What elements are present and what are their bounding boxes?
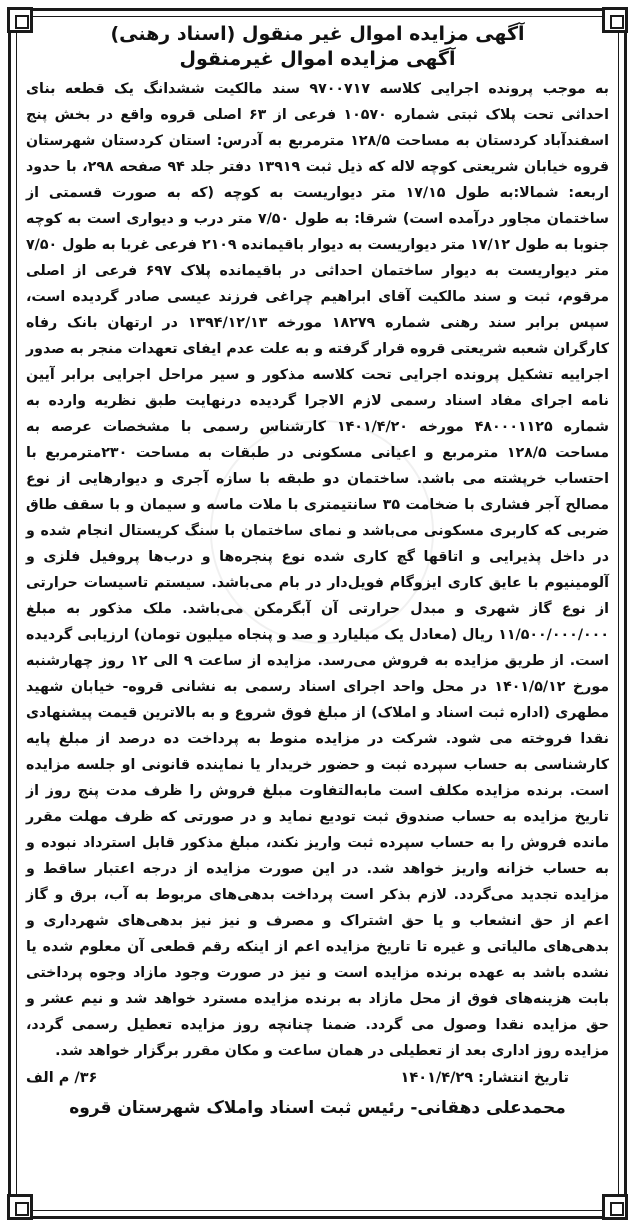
notice-footer xyxy=(26,1066,609,1090)
notice-content xyxy=(26,22,609,1213)
notice-title: آگهی مزایده اموال غیر منقول (اسناد رهنی) xyxy=(110,23,525,45)
publish-date: تاریخ انتشار: ۱۴۰۱/۴/۲۹ xyxy=(400,1070,569,1086)
notice-code: ۳۶/ م الف xyxy=(26,1070,98,1086)
notice-subtitle: آگهی مزایده اموال غیرمنقول xyxy=(179,48,456,70)
notice-body: به موجب پرونده اجرایی کلاسه ۹۷۰۰۷۱۷ سند مالکیت ششدانگ یک قطعه بنای احداثی تحت پلاک ثبتی شماره ۱۰۵۷۰ فرعی از ۶۳ اصلی قروه واقع در بخش پنج اسفندآباد کردستان به مساحت ۱۲۸/۵ مترمربع به آدرس: استان کردستان شهرستان قروه خیابان شریعتی کوچه لاله که ذیل ثبت ۱۳۹۱۹ دفتر جلد ۹۴ صفحه ۲۹۸، با حدود اربعه: شمالا:به طول ۱۷/۱۵ متر دیواریست به کوچه (که به صورت قسمتی از ساختمان مجاور درآمده است) شرقا: به طول ۷/۵۰ متر درب و دیواری است به کوچه جنوبا به طول ۱۷/۱۲ متر دیواریست به دیوار باقیمانده ۲۱۰۹ فرعی غربا به طول ۷/۵۰ متر دیواریست به دیوار ساختمان احداثی در باقیمانده پلاک ۶۹۷ فرعی از اصلی مرقوم، ثبت و سند مالکیت آقای ابراهیم چراغی فرزند عیسی صادر گردیده است، سپس برابر سند رهنی شماره ۱۸۲۷۹ مورخه ۱۳۹۴/۱۲/۱۳ در ارتهان بانک رفاه کارگران شعبه شریعتی قروه قرار گرفته و به علت عدم ایفای تعهدات منجر به صدور اجراییه تشکیل پرونده اجرایی تحت کلاسه مذکور و سیر مراحل اجرایی برابر آیین نامه اجرای مفاد اسناد رسمی لازم الاجرا گردیده درنهایت طبق نظریه وارده به شماره ۴۸۰۰۰۱۱۲۵ مورخه ۱۴۰۱/۴/۲۰ کارشناس رسمی با مشخصات عرصه به مساحت ۱۲۸/۵ مترمربع و اعیانی مسکونی در طبقات به مساحت ۲۳۰مترمربع با احتساب خرپشته می باشد. ساختمان دو طبقه با سازه آجری و دیوارهایی از نوع مصالح آجر فشاری با ضخامت ۳۵ سانتیمتری با ملات ماسه و سیمان و با سقف طاق ضربی که کاربری مسکونی می‌باشد و نمای ساختمان با سنگ کریستال انجام شده و در داخل پذیرایی و اتاقها گچ کاری شده نوع پنجره‌ها و درب‌ها پروفیل فلزی و آلومینیوم با عایق کاری ایزوگام فویل‌دار در بام می‌باشد. سیستم تاسیسات حرارتی از نوع گاز شهری و مبدل حرارتی آن آبگرمکن می‌باشد. ملک مذکور به مبلغ ۱۱/۵۰۰/۰۰۰/۰۰۰ ریال (معادل یک میلیارد و صد و پنجاه میلیون تومان) ارزیابی گردیده است. از طریق مزایده به فروش می‌رسد. مزایده از ساعت ۹ الی ۱۲ روز چهارشنبه مورخ ۱۴۰۱/۵/۱۲ در محل واحد اجرای اسناد رسمی به نشانی قروه- خیابان شهید مطهری (اداره ثبت اسناد و املاک) از مبلغ فوق شروع و به بالاترین قیمت پیشنهادی نقدا فروخته می شود. شرکت در مزایده منوط به پرداخت ده درصد از مبلغ پایه کارشناسی به حساب سپرده ثبت و حضور خریدار یا نماینده قانونی او جلسه مزایده است. برنده مزایده مکلف است مابه‌التفاوت مبلغ فروش را ظرف مدت پنج روز از تاریخ مزایده به حساب صندوق ثبت تودیع نماید و در صورتی که ظرف مهلت مقرر مانده فروش را به حساب سپرده ثبت واریز نکند، مبلغ مذکور قابل استرداد نبوده و به حساب خزانه واریز خواهد شد. در این صورت مزایده از درجه اعتبار ساقط و مزایده تجدید می‌گردد. لازم بذکر است پرداخت بدهی‌های مربوط به آب، برق و گاز اعم از حق انشعاب و یا حق اشتراک و مصرف و نیز نیز بدهی‌های شهرداری و بدهی‌های مالیاتی و غیره تا تاریخ مزایده اعم از اینکه رقم قطعی آن معلوم شده یا نشده باشد به عهده برنده مزایده است و نیز در صورت وجود مازاد وجوه پرداختی بابت هزینه‌های فوق از محل مازاد به برنده مزایده مسترد خواهد شد و نیم عشر و حق مزایده نقدا وصول می گردد. ضمنا چنانچه روز مزایده تعطیل رسمی گردد، مزایده روز اداری بعد از تعطیلی در همان ساعت و مکان مقرر برگزار خواهد شد. xyxy=(26,81,610,1059)
signature-line: محمدعلی دهقانی- رئیس ثبت اسناد واملاک شهرستان قروه xyxy=(69,1098,566,1118)
